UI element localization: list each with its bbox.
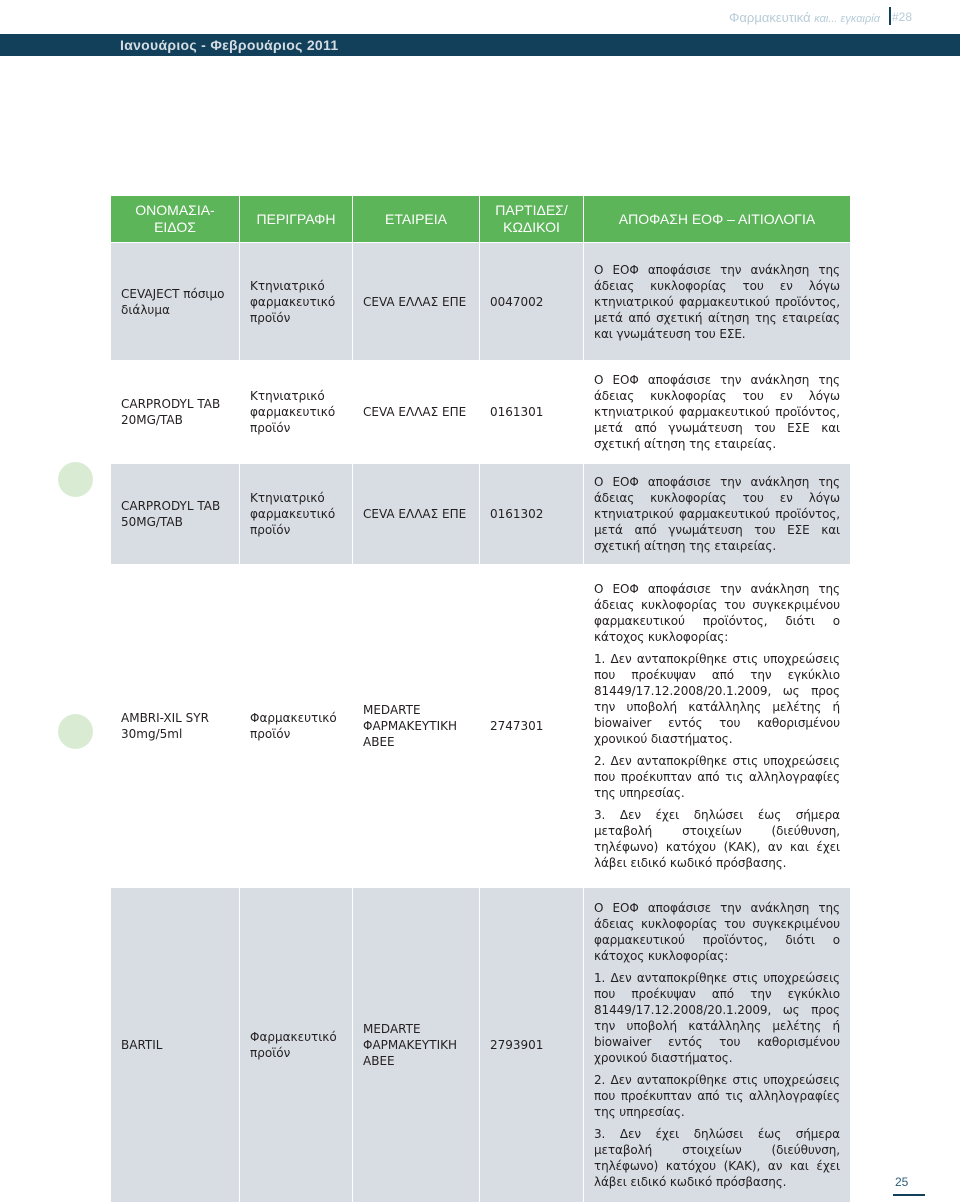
decision-reason-2: 2. Δεν ανταποκρίθηκε στις υποχρεώσεις που προέκυπταν από τις αλληλογραφίες της υπηρεσίας. (594, 1073, 840, 1119)
cell-description: Κτηνιατρικό φαρμακευτικό προϊόν (240, 243, 353, 361)
cell-company: CEVA ΕΛΛΑΣ ΕΠΕ (353, 464, 480, 565)
cell-decision (584, 888, 851, 1203)
column-header-name: ΟΝΟΜΑΣΙΑ-ΕΙΔΟΣ (111, 196, 240, 243)
cell-batch: 0161302 (480, 464, 584, 565)
period-label: Ιανουάριος - Φεβρουάριος 2011 (120, 37, 339, 53)
cell-decision (584, 361, 851, 464)
cell-decision (584, 565, 851, 888)
decision-paragraph: Ο ΕΟΦ αποφάσισε την ανάκληση της άδειας κυκλοφορίας του εν λόγω κτηνιατρικού φαρμακευτικού προϊόντος, μετά από σχετική αίτηση της εταιρείας και γνωμάτευση του ΕΣΕ. (594, 262, 840, 341)
section-title-text: Φαρμακευτικά (729, 10, 811, 25)
cell-name: CARPRODYL TAB 50MG/TAB (111, 464, 240, 565)
recall-table (110, 195, 851, 1203)
cell-decision (584, 243, 851, 361)
decision-reason-3: 3. Δεν έχει δηλώσει έως σήμερα μεταβολή στοιχείων (διεύθυνση, τηλέφωνο) κατόχου (ΚΑΚ), αν και έχει λάβει ειδικό κωδικό πρόσβασης. (594, 1127, 840, 1189)
table-row (111, 464, 851, 565)
cell-name: CARPRODYL TAB 20MG/TAB (111, 361, 240, 464)
page-number-rule (893, 1194, 925, 1196)
decision-paragraph: Ο ΕΟΦ αποφάσισε την ανάκληση της άδειας κυκλοφορίας του εν λόγω κτηνιατρικού φαρμακευτικού προϊόντος, μετά από γνωμάτευση του ΕΣΕ και σχετική αίτηση της εταιρείας. (594, 475, 840, 553)
decision-paragraph: Ο ΕΟΦ αποφάσισε την ανάκληση της άδειας κυκλοφορίας του εν λόγω κτηνιατρικού φαρμακευτικού προϊόντος, μετά από γνωμάτευση του ΕΣΕ και σχετική αίτηση της εταιρείας. (594, 373, 840, 451)
decision-reason-2: 2. Δεν ανταποκρίθηκε στις υποχρεώσεις που προέκυπταν από τις αλληλογραφίες της υπηρεσίας. (594, 754, 840, 800)
cell-batch: 0161301 (480, 361, 584, 464)
header-divider (889, 7, 891, 25)
period-band (0, 34, 960, 56)
column-header-description: ΠΕΡΙΓΡΑΦΗ (240, 196, 353, 243)
issue-number: #28 (891, 10, 912, 24)
decision-reason-3: 3. Δεν έχει δηλώσει έως σήμερα μεταβολή στοιχείων (διεύθυνση, τηλέφωνο) κατόχου (ΚΑΚ), αν και έχει λάβει ειδικό κωδικό πρόσβασης. (594, 808, 840, 870)
decision-reason-1: 1. Δεν ανταποκρίθηκε στις υποχρεώσεις που προέκυψαν από την εγκύκλιο 81449/17.12.2008/20.1.2009, ως προς την υποβολή κατάλληλης μελέτης ή biowaiver εντός του καθορισμένου χρονικού διαστήματος. (594, 971, 840, 1065)
column-header-company: ΕΤΑΙΡΕΙΑ (353, 196, 480, 243)
table-header-row (111, 196, 851, 243)
cell-decision (584, 464, 851, 565)
table-row (111, 565, 851, 888)
cell-name: CEVAJECT πόσιμο διάλυμα (111, 243, 240, 361)
cell-company: CEVA ΕΛΛΑΣ ΕΠΕ (353, 243, 480, 361)
section-title (729, 10, 880, 25)
cell-batch: 0047002 (480, 243, 584, 361)
table-row (111, 888, 851, 1203)
decision-paragraph: Ο ΕΟΦ αποφάσισε την ανάκληση της άδειας κυκλοφορίας του συγκεκριμένου φαρμακευτικού προϊόντος, διότι ο κάτοχος κυκλοφορίας: (594, 582, 840, 644)
cell-company: CEVA ΕΛΛΑΣ ΕΠΕ (353, 361, 480, 464)
cell-description: Κτηνιατρικό φαρμακευτικό προϊόν (240, 464, 353, 565)
cell-company: MEDARTE ΦΑΡΜΑΚΕΥΤΙΚΗ ΑΒΕΕ (353, 565, 480, 888)
page-number: 25 (895, 1175, 909, 1189)
table-row (111, 361, 851, 464)
running-header (0, 0, 960, 34)
column-header-batches: ΠΑΡΤΙΔΕΣ/ ΚΩΔΙΚΟΙ (480, 196, 584, 243)
decorative-dot (58, 462, 93, 497)
decision-reason-1: 1. Δεν ανταποκρίθηκε στις υποχρεώσεις που προέκυψαν από την εγκύκλιο 81449/17.12.2008/20.1.2009, ως προς την υποβολή κατάλληλης μελέτης ή biowaiver εντός του καθορισμένου χρονικού διαστήματος. (594, 652, 840, 746)
decision-paragraph: Ο ΕΟΦ αποφάσισε την ανάκληση της άδειας κυκλοφορίας του συγκεκριμένου φαρμακευτικού προϊόντος, διότι ο κάτοχος κυκλοφορίας: (594, 901, 840, 963)
cell-name: AMBRI-XIL SYR 30mg/5ml (111, 565, 240, 888)
cell-description: Φαρμακευτικό προϊόν (240, 565, 353, 888)
cell-description: Κτηνιατρικό φαρμακευτικό προϊόν (240, 361, 353, 464)
cell-company: MEDARTE ΦΑΡΜΑΚΕΥΤΙΚΗ ΑΒΕΕ (353, 888, 480, 1203)
section-subtitle: και... εγκαιρία (814, 13, 880, 25)
column-header-decision: ΑΠΟΦΑΣΗ ΕΟΦ – ΑΙΤΙΟΛΟΓΙΑ (584, 196, 851, 243)
cell-description: Φαρμακευτικό προϊόν (240, 888, 353, 1203)
cell-name: BARTIL (111, 888, 240, 1203)
table-row (111, 243, 851, 361)
decorative-dot (58, 714, 93, 749)
cell-batch: 2747301 (480, 565, 584, 888)
cell-batch: 2793901 (480, 888, 584, 1203)
